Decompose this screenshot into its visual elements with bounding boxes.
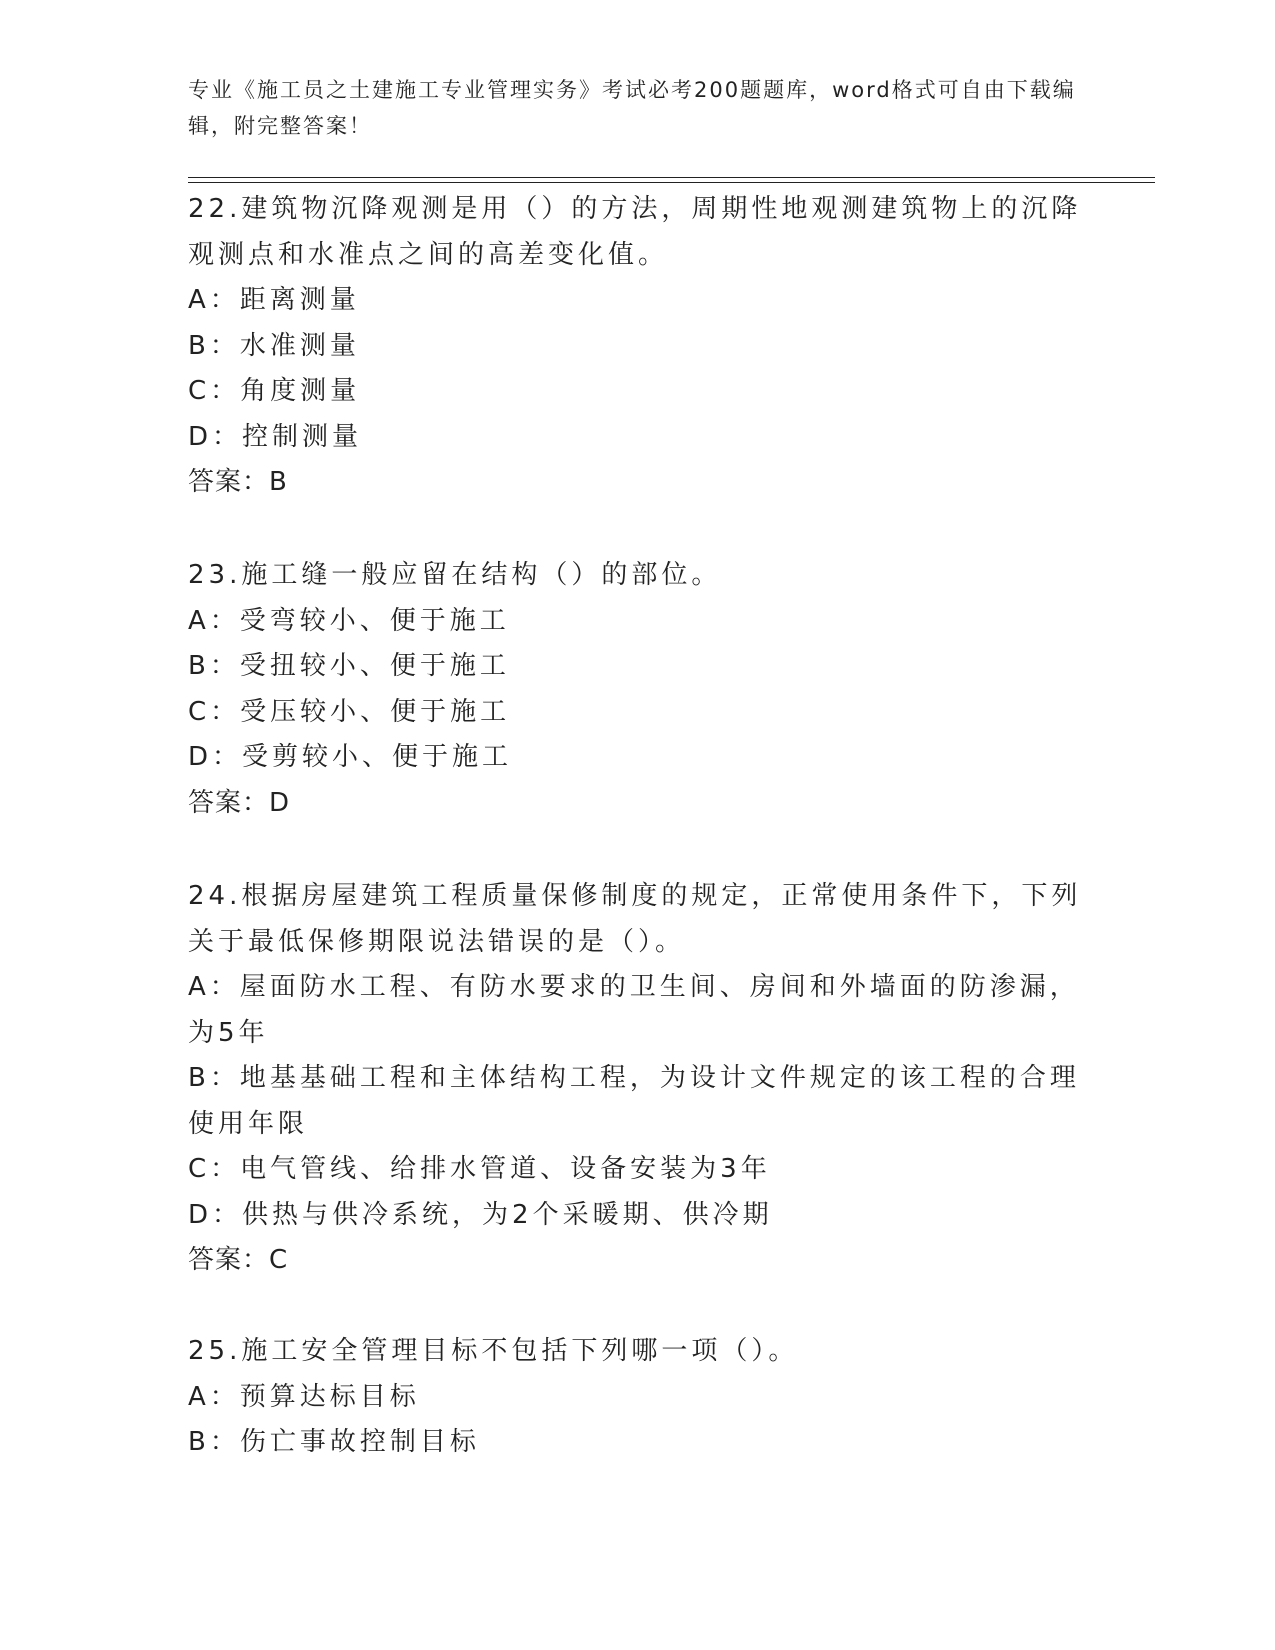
answer-label: 答案：D bbox=[188, 787, 291, 818]
option-a: A：距离测量 bbox=[188, 285, 360, 315]
option-b: B：伤亡事故控制目标 bbox=[188, 1427, 480, 1457]
option-d: D：供热与供冷系统，为2个采暖期、供冷期 bbox=[188, 1199, 773, 1230]
option-b: B：地基基础工程和主体结构工程，为设计文件规定的该工程的合理使用年限 bbox=[188, 1063, 1080, 1139]
option-c: C：受压较小、便于施工 bbox=[188, 696, 511, 727]
question-stem: 25.施工安全管理目标不包括下列哪一项（）。 bbox=[188, 1336, 799, 1366]
option-d: D：受剪较小、便于施工 bbox=[188, 742, 513, 772]
question-stem: 23.施工缝一般应留在结构（）的部位。 bbox=[188, 560, 722, 590]
question-stem: 24.根据房屋建筑工程质量保修制度的规定，正常使用条件下，下列关于最低保修期限说法错误的是（）。 bbox=[188, 881, 1082, 957]
answer-label: 答案：B bbox=[188, 467, 288, 497]
option-a: A：受弯较小、便于施工 bbox=[188, 605, 510, 636]
option-c: C：角度测量 bbox=[188, 376, 361, 406]
answer-label: 答案：C bbox=[188, 1245, 289, 1275]
header-rule-top bbox=[188, 177, 1155, 178]
question-23 bbox=[188, 553, 1088, 826]
option-a: A：屋面防水工程、有防水要求的卫生间、房间和外墙面的防渗漏，为5年 bbox=[188, 972, 1080, 1048]
document-header: 专业《施工员之土建施工专业管理实务》考试必考200题题库，word格式可自由下载编辑，附完整答案！ bbox=[188, 78, 1076, 138]
option-b: B：受扭较小、便于施工 bbox=[188, 651, 510, 681]
question-24 bbox=[188, 874, 1088, 1284]
header-rule-bottom bbox=[188, 182, 1155, 183]
option-d: D：控制测量 bbox=[188, 421, 363, 452]
question-25 bbox=[188, 1329, 1088, 1466]
question-stem: 22.建筑物沉降观测是用（）的方法，周期性地观测建筑物上的沉降观测点和水准点之间的高差变化值。 bbox=[188, 194, 1082, 270]
option-c: C：电气管线、给排水管道、设备安装为3年 bbox=[188, 1154, 771, 1184]
option-a: A：预算达标目标 bbox=[188, 1381, 420, 1412]
option-b: B：水准测量 bbox=[188, 330, 360, 361]
question-22 bbox=[188, 187, 1088, 506]
